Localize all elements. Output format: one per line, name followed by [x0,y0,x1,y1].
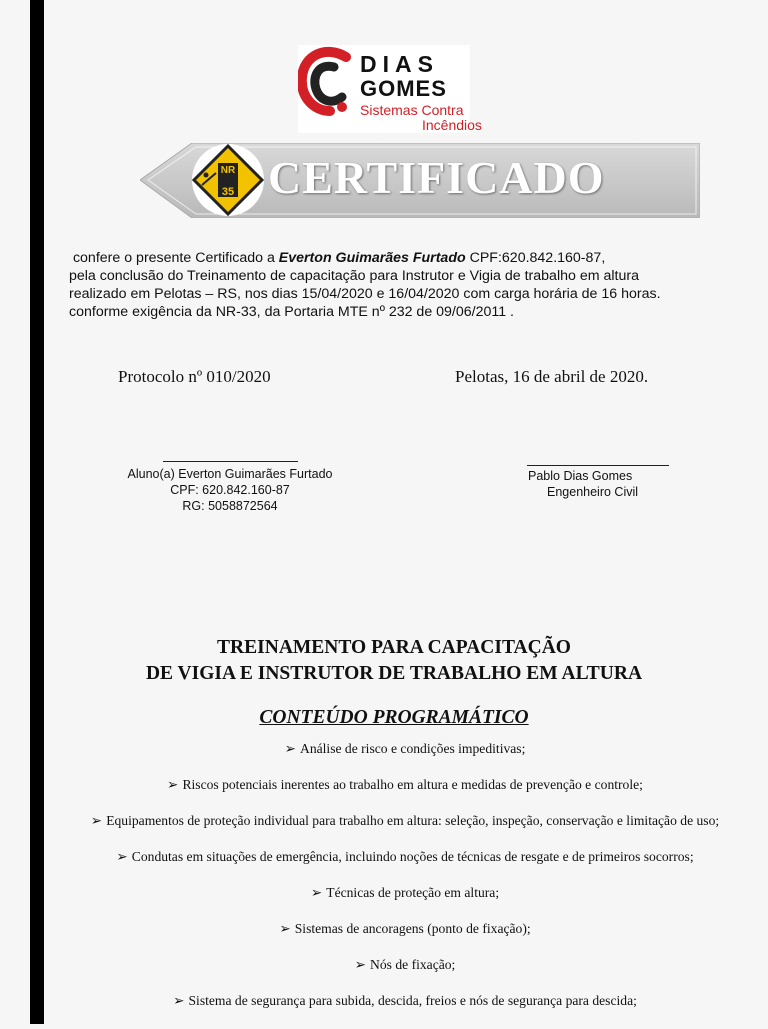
body-line-1-prefix: confere o presente Certificado a [72,250,279,266]
engineer-signature-name: Pablo Dias Gomes [528,469,633,483]
svg-text:35: 35 [221,186,235,198]
student-signature-rg: RG: 5058872564 [182,499,278,513]
right-arrowhead-icon: ➢ [310,885,323,900]
body-line-3: realizado em Pelotas – RS, nos dias 15/04/2020 e 16/04/2020 com carga horária de 16 horas. [69,286,661,302]
logo-text-dias: DIAS [360,51,439,77]
program-heading: CONTEÚDO PROGRAMÁTICO [259,707,529,728]
topic-text: Riscos potenciais inerentes ao trabalho em altura e medidas de prevenção e controle; [182,777,643,792]
protocol-number: Protocolo nº 010/2020 [118,367,271,386]
right-arrowhead-icon: ➢ [90,813,103,828]
student-signature-cpf: CPF: 620.842.160-87 [170,483,290,497]
topic-text: Técnicas de proteção em altura; [326,885,500,900]
company-logo [298,45,482,133]
list-item [60,777,750,793]
list-item [60,921,750,937]
certificate-banner [140,143,700,218]
topic-text: Sistema de segurança para subida, descida, freios e nós de segurança para descida; [188,993,637,1008]
list-item [60,849,750,865]
student-signature-block [110,466,350,514]
certificate-title: CERTIFICADO [268,152,605,203]
student-signature-name: Aluno(a) Everton Guimarães Furtado [127,467,333,481]
body-line-2: pela conclusão do Treinamento de capacitação para Instrutor e Vigia de trabalho em altura [69,268,639,284]
list-item [60,993,750,1009]
logo-text-incendios: Incêndios [422,117,482,133]
list-item [60,957,750,973]
student-signature-line [163,461,298,462]
place-date: Pelotas, 16 de abril de 2020. [455,367,649,386]
logo-text-gomes: GOMES [360,76,447,101]
body-line-1 [69,249,759,267]
program-topics-list [60,741,750,1029]
right-arrowhead-icon: ➢ [116,849,128,864]
right-arrowhead-icon: ➢ [284,741,296,756]
list-item [60,741,750,757]
list-item [60,885,750,901]
body-line-4: conforme exigência da NR-33, da Portaria MTE nº 232 de 09/06/2011 . [69,304,514,320]
engineer-signature-role: Engenheiro Civil [547,485,639,499]
student-name: Everton Guimarães Furtado [278,250,466,266]
right-arrowhead-icon: ➢ [279,921,291,936]
svg-text:NR: NR [220,165,236,176]
list-item [60,813,750,829]
left-border-bar [30,0,44,1024]
topic-text: Análise de risco e condições impeditivas; [300,741,526,756]
topic-text: Sistemas de ancoragens (ponto de fixação); [294,921,531,936]
training-title-line-1: TREINAMENTO PARA CAPACITAÇÃO [217,637,571,658]
certificate-body [69,249,759,321]
topic-text: Nós de fixação; [370,957,456,972]
right-arrowhead-icon: ➢ [354,957,367,972]
topic-text: Equipamentos de proteção individual para trabalho em altura: seleção, inspeção, conservação e limitação de uso; [106,813,720,828]
training-title-line-2: DE VIGIA E INSTRUTOR DE TRABALHO EM ALTURA [145,663,643,684]
engineer-signature-line [527,465,669,466]
right-arrowhead-icon: ➢ [167,777,179,792]
student-cpf: CPF:620.842.160-87, [465,250,606,266]
logo-mark-icon [298,45,358,133]
right-arrowhead-icon: ➢ [173,993,185,1008]
logo-text-sistemas: Sistemas Contra [360,102,464,118]
nr35-warning-badge-icon [192,144,264,216]
topic-text: Condutas em situações de emergência, incluindo noções de técnicas de resgate e de primeiros socorros; [131,849,694,864]
